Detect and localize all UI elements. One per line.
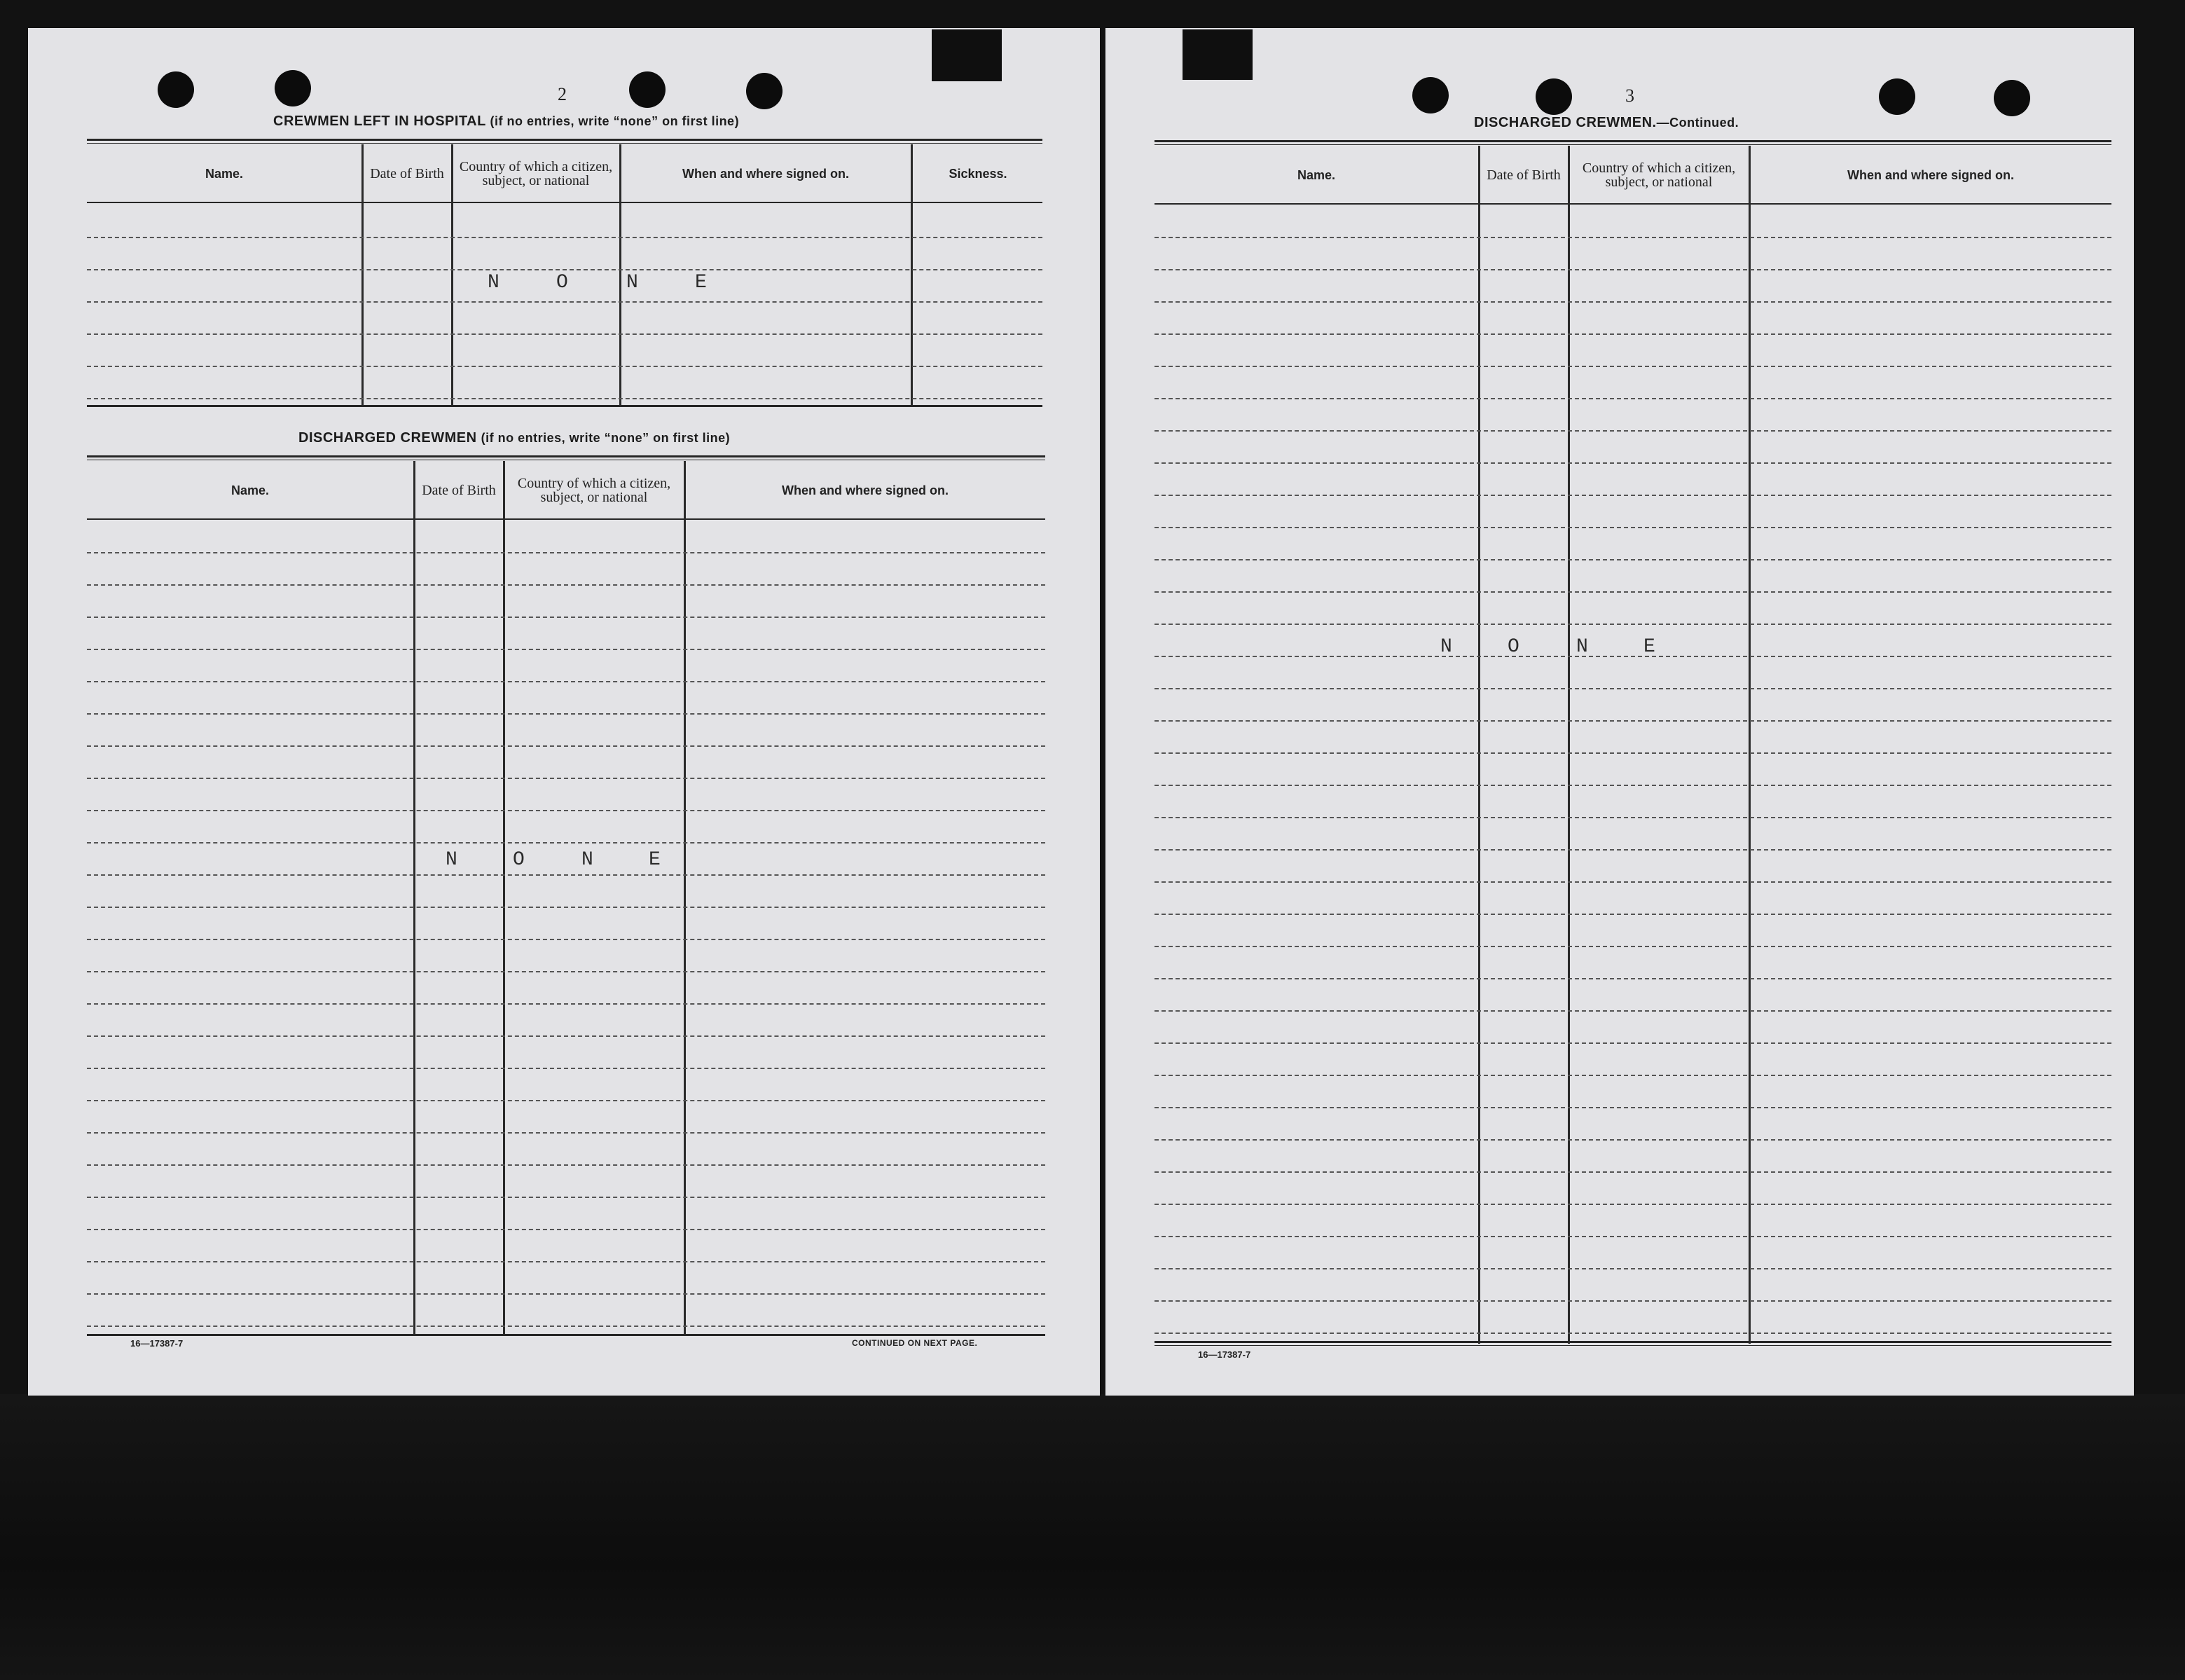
discharged-title-text: DISCHARGED CREWMEN: [298, 430, 477, 446]
none-letter: N: [488, 272, 499, 294]
entry-line: [1154, 849, 2111, 851]
column-divider: [1478, 146, 1480, 1344]
section-bottom-rule: [87, 1334, 1045, 1336]
column-divider: [503, 461, 505, 1334]
entry-line: [1154, 946, 2111, 947]
entry-line: [87, 617, 1045, 618]
entry-line: [87, 939, 1045, 940]
entry-line: [87, 810, 1045, 811]
entry-line: [87, 366, 1042, 367]
hospital-section-title: [273, 113, 739, 130]
col-header-name: Name.: [230, 483, 270, 497]
entry-line: [87, 552, 1045, 553]
discharged-continued-title: [1474, 115, 1739, 131]
binder-hole: [1412, 77, 1449, 113]
page-number: 3: [1625, 85, 1634, 106]
column-divider: [684, 461, 686, 1334]
discharged-instruction: (if no entries, write “none” on first line): [481, 431, 731, 445]
continued-title-text: DISCHARGED CREWMEN.: [1474, 115, 1657, 130]
discharged-none-entry: [1440, 636, 1679, 661]
col-header-dob: Date of Birth: [422, 483, 496, 498]
entry-line: [1154, 1075, 2111, 1076]
continued-suffix: —Continued.: [1656, 116, 1739, 130]
binder-hole: [1536, 78, 1572, 115]
section-bottom-rule: [87, 405, 1042, 407]
col-header-country: Country of which a citizen, subject, or national: [459, 159, 613, 188]
hospital-instruction: (if no entries, write “none” on first line): [490, 114, 740, 128]
column-divider: [1749, 146, 1751, 1344]
entry-line: [1154, 785, 2111, 786]
entry-line: [1154, 559, 2111, 560]
form-number: 16—17387-7: [130, 1338, 184, 1349]
scanner-background: [0, 1394, 2185, 1680]
entry-line: [1154, 462, 2111, 464]
column-divider: [1568, 146, 1570, 1344]
entry-line: [1154, 688, 2111, 689]
right-page: [1105, 28, 2134, 1396]
col-header-sickness: Sickness.: [949, 166, 1007, 181]
entry-line: [1154, 817, 2111, 818]
entry-line: [87, 584, 1045, 586]
entry-line: [87, 681, 1045, 682]
entry-line: [1154, 914, 2111, 915]
entry-line: [1154, 1042, 2111, 1044]
entry-line: [1154, 1300, 2111, 1302]
column-header-rule: [87, 518, 1045, 520]
none-letter: E: [695, 272, 707, 294]
entry-line: [87, 1197, 1045, 1198]
entry-line: [1154, 333, 2111, 335]
binder-hole: [629, 71, 666, 108]
entry-line: [87, 301, 1042, 303]
column-header-rule: [87, 202, 1042, 203]
entry-line: [1154, 752, 2111, 754]
col-header-signed-on: When and where signed on.: [682, 166, 850, 181]
entry-line: [87, 237, 1042, 238]
entry-line: [87, 1003, 1045, 1005]
col-header-country: Country of which a citizen, subject, or national: [517, 476, 671, 505]
entry-line: [1154, 591, 2111, 593]
col-header-dob: Date of Birth: [370, 166, 444, 181]
entry-line: [87, 1326, 1045, 1327]
col-header-country: Country of which a citizen, subject, or national: [1582, 160, 1736, 190]
page-number: 2: [558, 84, 567, 104]
entry-line: [1154, 269, 2111, 270]
entry-line: [87, 874, 1045, 876]
header-rule: [1154, 140, 2111, 142]
column-header-rule: [1154, 203, 2111, 205]
hospital-title-text: CREWMEN LEFT IN HOSPITAL: [273, 113, 486, 129]
entry-line: [1154, 1236, 2111, 1237]
entry-line: [1154, 720, 2111, 722]
entry-line: [1154, 527, 2111, 528]
entry-line: [1154, 1107, 2111, 1108]
entry-line: [87, 1100, 1045, 1101]
binder-hole: [746, 73, 783, 109]
header-rule: [87, 143, 1042, 144]
entry-line: [87, 1293, 1045, 1295]
none-letter: O: [556, 272, 568, 294]
binder-hole: [275, 70, 311, 106]
entry-line: [1154, 1139, 2111, 1141]
none-letter: O: [513, 849, 525, 871]
binding-tab: [1183, 29, 1253, 80]
header-rule: [87, 139, 1042, 141]
discharged-none-entry: [446, 849, 684, 874]
entry-line: [87, 1068, 1045, 1069]
header-rule: [1154, 144, 2111, 145]
entry-line: [1154, 1204, 2111, 1205]
entry-line: [87, 1035, 1045, 1037]
entry-line: [87, 842, 1045, 844]
none-letter: N: [1576, 636, 1588, 658]
entry-line: [87, 778, 1045, 779]
entry-line: [87, 745, 1045, 747]
entry-line: [1154, 237, 2111, 238]
none-letter: N: [581, 849, 593, 871]
entry-line: [87, 907, 1045, 908]
none-letter: O: [1508, 636, 1519, 658]
none-letter: N: [1440, 636, 1452, 658]
col-header-name: Name.: [205, 166, 244, 181]
binder-hole: [158, 71, 194, 108]
entry-line: [1154, 495, 2111, 496]
section-bottom-rule: [1154, 1345, 2111, 1346]
entry-line: [87, 1229, 1045, 1230]
continued-note: CONTINUED ON NEXT PAGE.: [852, 1338, 978, 1348]
left-page: [28, 28, 1100, 1396]
entry-line: [1154, 881, 2111, 883]
entry-line: [1154, 430, 2111, 432]
entry-line: [87, 398, 1042, 399]
section-bottom-rule: [1154, 1341, 2111, 1343]
entry-line: [87, 713, 1045, 715]
entry-line: [1154, 301, 2111, 303]
col-header-signed-on: When and where signed on.: [781, 483, 949, 497]
col-header-name: Name.: [1297, 167, 1336, 182]
col-header-dob: Date of Birth: [1487, 167, 1561, 183]
entry-line: [1154, 366, 2111, 367]
column-divider: [413, 461, 415, 1334]
discharged-section-title: [298, 430, 730, 446]
none-letter: E: [1643, 636, 1655, 658]
header-rule: [87, 455, 1045, 457]
entry-line: [87, 269, 1042, 270]
entry-line: [1154, 1171, 2111, 1173]
none-letter: E: [649, 849, 661, 871]
entry-line: [87, 971, 1045, 972]
entry-line: [1154, 1333, 2111, 1334]
form-number: 16—17387-7: [1198, 1349, 1251, 1360]
none-letter: N: [626, 272, 638, 294]
entry-line: [87, 1132, 1045, 1134]
entry-line: [1154, 398, 2111, 399]
binding-tab: [932, 29, 1002, 81]
binder-hole: [1994, 80, 2030, 116]
hospital-none-entry: [488, 272, 740, 297]
binder-hole: [1879, 78, 1915, 115]
entry-line: [1154, 1268, 2111, 1269]
entry-line: [87, 1261, 1045, 1262]
entry-line: [87, 1164, 1045, 1166]
entry-line: [1154, 624, 2111, 625]
entry-line: [1154, 978, 2111, 979]
none-letter: N: [446, 849, 457, 871]
col-header-signed-on: When and where signed on.: [1847, 167, 2015, 182]
entry-line: [1154, 1010, 2111, 1012]
entry-line: [87, 333, 1042, 335]
entry-line: [87, 649, 1045, 650]
